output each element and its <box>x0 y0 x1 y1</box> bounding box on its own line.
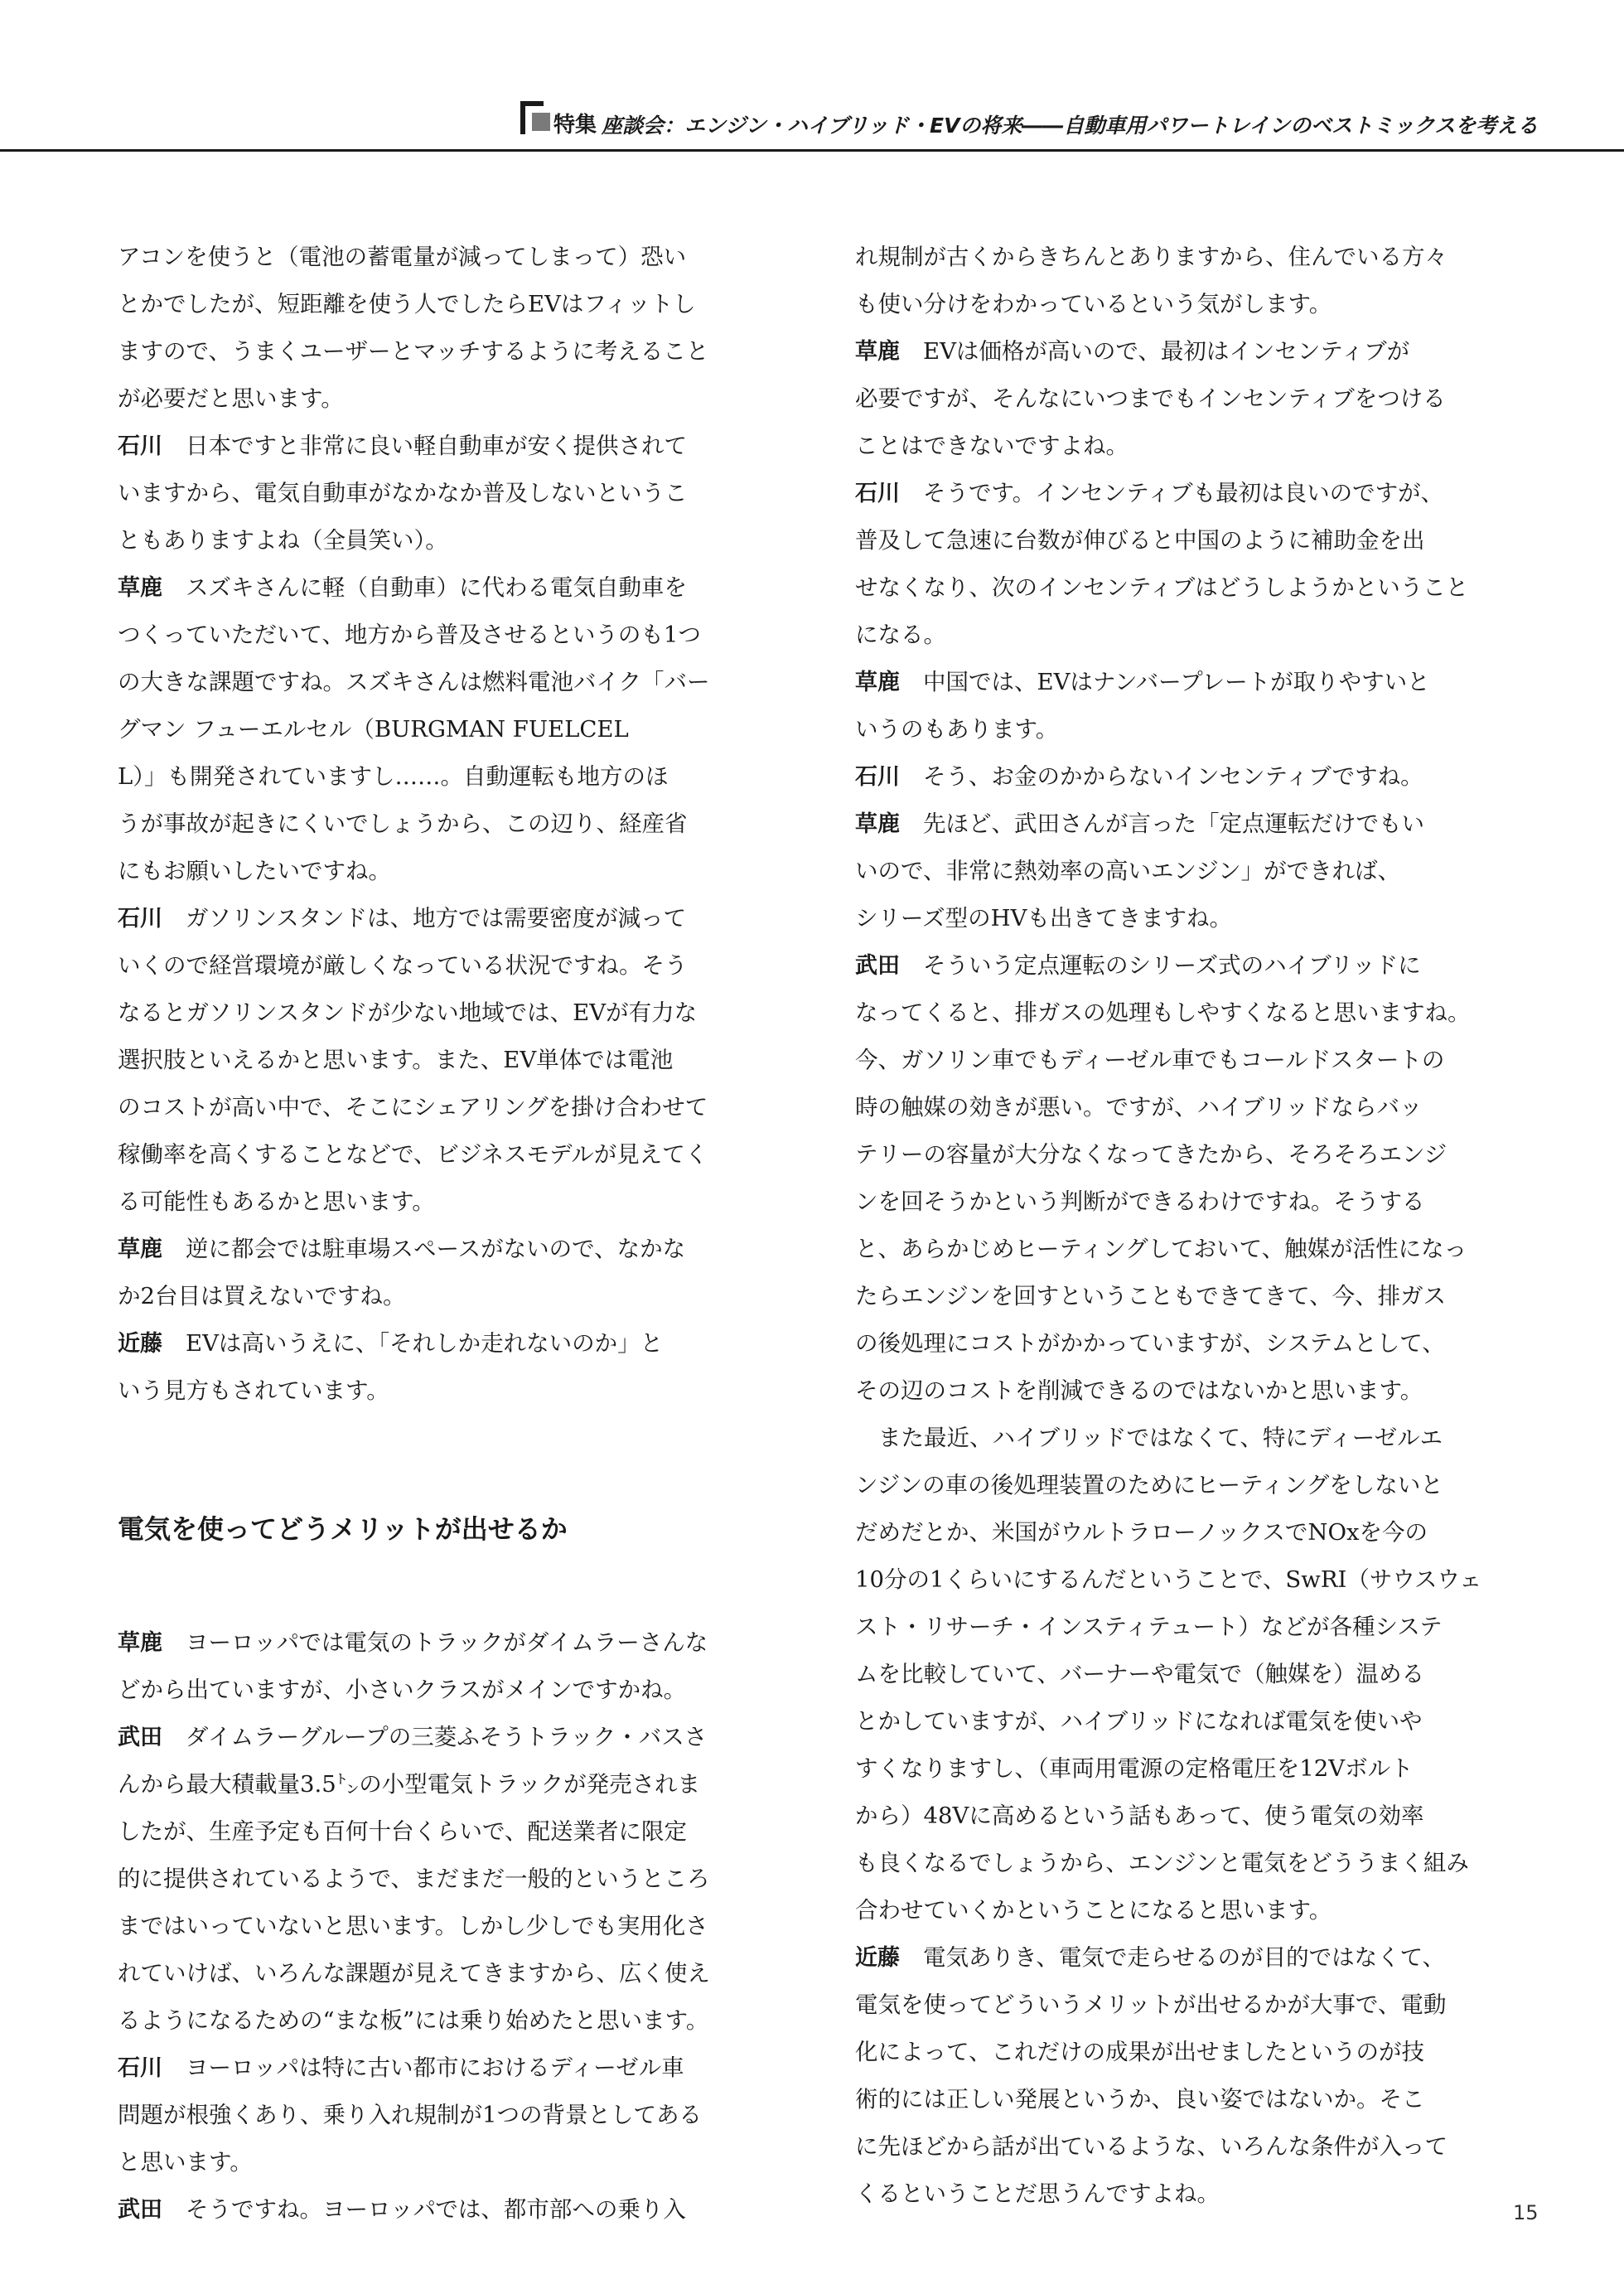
line-text: 問題が根強くあり、乗り入れ規制が1つの背景としてある <box>118 2102 702 2128</box>
text-line <box>118 612 772 659</box>
line-text: も良くなるでしょうから、エンジンと電気をどううまく組み <box>855 1850 1469 1876</box>
text-line <box>855 1367 1510 1415</box>
line-text: が必要だと思います。 <box>118 385 344 412</box>
line-text: スト・リサーチ・インスティテュート）などが各種システ <box>855 1614 1443 1640</box>
text-line <box>118 517 772 564</box>
text-line <box>118 1037 772 1084</box>
line-text: いので、非常に熱効率の高いエンジン」ができれば、 <box>855 858 1401 884</box>
text-line <box>118 1856 772 1903</box>
line-text: ムを比較していて、バーナーや電気で（触媒を）温める <box>855 1661 1424 1687</box>
line-text: に先ほどから話が出ているような、いろんな条件が入って <box>855 2133 1448 2160</box>
text-line <box>855 659 1510 706</box>
text-line <box>855 848 1510 895</box>
speaker-name: 石川 <box>855 764 900 790</box>
line-text: なるとガソリンスタンドが少ない地域では、EVが有力な <box>118 999 698 1026</box>
speaker-name: 石川 <box>118 906 162 932</box>
text-line <box>118 753 772 801</box>
header-title: 座談会：エンジン・ハイブリッド・EVの将来――自動車用パワートレインのベストミックスを考える <box>602 114 1539 138</box>
text-line <box>855 1556 1510 1604</box>
text-line <box>118 281 772 328</box>
text-line <box>855 942 1510 990</box>
text-line <box>855 706 1510 753</box>
text-line <box>855 1604 1510 1651</box>
text-line <box>118 801 772 848</box>
text-line <box>855 517 1510 564</box>
line-text: そう、お金のかからないインセンティブですね。 <box>923 763 1423 790</box>
text-line <box>855 423 1510 470</box>
line-text: のコストが高い中で、そこにシェアリングを掛け合わせて <box>118 1094 708 1120</box>
text-line <box>118 1084 772 1131</box>
left-block-2 <box>118 1619 772 2234</box>
speaker-name: 草鹿 <box>855 811 900 837</box>
header-rule <box>0 149 1624 152</box>
line-text: まではいっていないと思います。しかし少しでも実用化さ <box>118 1913 708 1939</box>
text-line <box>118 1131 772 1178</box>
text-line <box>118 2139 772 2186</box>
line-text: 選択肢といえるかと思います。また、EV単体では電池 <box>118 1047 674 1073</box>
speaker-name: 草鹿 <box>118 1237 162 1262</box>
text-line <box>855 1934 1510 1982</box>
text-line <box>855 1509 1510 1556</box>
speaker-name: 武田 <box>855 953 900 979</box>
text-line <box>118 942 772 990</box>
text-line <box>118 2092 772 2139</box>
line-text: ことはできないですよね。 <box>855 433 1129 459</box>
text-line <box>855 1178 1510 1226</box>
text-line <box>855 2171 1510 2218</box>
text-line <box>855 1698 1510 1745</box>
line-text: いますから、電気自動車がなかなか普及しないというこ <box>118 480 688 506</box>
line-text: いう見方もされています。 <box>118 1377 389 1404</box>
line-text: 電気を使ってどういうメリットが出せるかが大事で、電動 <box>855 1992 1447 2018</box>
line-text: 日本ですと非常に良い軽自動車が安く提供されて <box>186 433 687 459</box>
text-line <box>855 375 1510 423</box>
line-text: 先ほど、武田さんが言った「定点運転だけでもい <box>923 811 1424 837</box>
line-text: か2台目は買えないですね。 <box>118 1283 406 1309</box>
page-number: 15 <box>1513 2201 1539 2224</box>
line-text: 中国では、EVはナンバープレートが取りやすいと <box>923 669 1430 695</box>
line-text: そうですね。ヨーロッパでは、都市部への乗り入 <box>186 2196 686 2223</box>
line-text: その辺のコストを削減できるのではないかと思います。 <box>855 1377 1423 1404</box>
text-line <box>118 1226 772 1273</box>
text-line <box>855 234 1510 281</box>
text-line <box>118 848 772 895</box>
line-text: ンジンの車の後処理装置のためにヒーティングをしないと <box>855 1472 1443 1498</box>
text-line <box>855 1226 1510 1273</box>
line-text: ヨーロッパは特に古い都市におけるディーゼル車 <box>186 2054 684 2081</box>
line-text: 必要ですが、そんなにいつまでもインセンティブをつける <box>855 385 1446 412</box>
text-line <box>118 1667 772 1714</box>
text-line <box>118 706 772 753</box>
line-text: 普及して急速に台数が伸びると中国のように補助金を出 <box>855 527 1425 554</box>
text-line <box>855 564 1510 612</box>
text-line <box>855 1462 1510 1509</box>
text-line <box>855 753 1510 801</box>
text-line <box>855 2076 1510 2123</box>
left-column <box>118 234 772 2234</box>
line-text: また最近、ハイブリッドではなくて、特にディーゼルエ <box>878 1425 1443 1451</box>
text-line <box>855 1651 1510 1698</box>
line-text: と、あらかじめヒーティングしておいて、触媒が活性になっ <box>855 1236 1467 1262</box>
text-line <box>855 1084 1510 1131</box>
line-text: とかしていますが、ハイブリッドになれば電気を使いや <box>855 1708 1423 1735</box>
line-text: ますので、うまくユーザーとマッチするように考えること <box>118 338 709 365</box>
line-text: にもお願いしたいですね。 <box>118 858 391 884</box>
line-text: ンを回そうかという判断ができるわけですね。そうする <box>855 1188 1425 1215</box>
speaker-name: 石川 <box>118 2055 162 2081</box>
text-line <box>118 423 772 470</box>
line-text: そうです。インセンティブも最初は良いのですが、 <box>923 480 1444 506</box>
line-text: 逆に都会では駐車場スペースがないので、なかな <box>186 1236 686 1262</box>
line-text: 化によって、これだけの成果が出せましたというのが技 <box>855 2039 1424 2065</box>
text-line <box>855 895 1510 942</box>
line-text: の大きな課題ですね。スズキさんは燃料電池バイク「バー <box>118 669 710 695</box>
line-text: すくなりますし、（車両用電源の定格電圧を12Vボルト <box>855 1755 1414 1782</box>
speaker-name: 武田 <box>118 2197 162 2223</box>
text-line <box>118 470 772 517</box>
speaker-name: 石川 <box>118 433 162 459</box>
speaker-name: 武田 <box>118 1725 162 1750</box>
text-line <box>118 2186 772 2234</box>
text-line <box>855 2123 1510 2171</box>
line-text: とかでしたが、短距離を使う人でしたらEVはフィットし <box>118 291 696 317</box>
line-text: アコンを使うと（電池の蓄電量が減ってしまって）恐い <box>118 244 687 270</box>
text-line <box>118 1950 772 1997</box>
speaker-name: 草鹿 <box>855 339 900 365</box>
line-text: ガソリンスタンドは、地方では需要密度が減って <box>186 905 687 932</box>
text-line <box>118 328 772 375</box>
line-text: れ規制が古くからきちんとありますから、住んでいる方々 <box>855 244 1448 270</box>
line-text: なってくると、排ガスの処理もしやすくなると思いますね。 <box>855 999 1471 1026</box>
right-column <box>855 234 1510 2218</box>
line-text: いくので経営環境が厳しくなっている状況ですね。そう <box>118 952 688 979</box>
line-text: EVは価格が高いので、最初はインセンティブが <box>923 338 1410 365</box>
text-line <box>118 234 772 281</box>
text-line <box>118 895 772 942</box>
speaker-name: 近藤 <box>118 1331 162 1357</box>
line-text: グマン フューエルセル（BURGMAN FUELCEL <box>118 716 629 743</box>
line-text: ダイムラーグループの三菱ふそうトラック・バスさ <box>186 1724 708 1750</box>
line-text: と思います。 <box>118 2149 253 2175</box>
line-text: る可能性もあるかと思います。 <box>118 1188 435 1215</box>
speaker-name: 草鹿 <box>855 670 900 695</box>
line-text: も使い分けをわかっているという気がします。 <box>855 291 1332 317</box>
text-line <box>855 612 1510 659</box>
text-line <box>855 990 1510 1037</box>
line-text: テリーの容量が大分なくなってきたから、そろそろエンジ <box>855 1141 1448 1168</box>
line-text: から）48Vに高めるという話もあって、使う電気の効率 <box>855 1803 1424 1829</box>
text-line <box>118 1903 772 1950</box>
line-text: EVは高いうえに、「それしか走れないのか」と <box>186 1330 664 1357</box>
text-line <box>118 1178 772 1226</box>
line-text: せなくなり、次のインセンティブはどうしようかということ <box>855 574 1469 601</box>
text-line <box>118 1273 772 1320</box>
text-line <box>118 1320 772 1367</box>
left-block-1 <box>118 234 772 1415</box>
line-text: どから出ていますが、小さいクラスがメインですかね。 <box>118 1677 687 1703</box>
line-text: スズキさんに軽（自動車）に代わる電気自動車を <box>186 574 687 601</box>
text-line <box>855 328 1510 375</box>
text-line <box>855 1982 1510 2029</box>
text-line <box>855 1745 1510 1793</box>
line-text: したが、生産予定も百何十台くらいで、配送業者に限定 <box>118 1818 687 1845</box>
text-line <box>118 659 772 706</box>
line-text: 時の触媒の効きが悪い。ですが、ハイブリッドならバッ <box>855 1094 1423 1120</box>
text-line <box>855 281 1510 328</box>
text-line <box>118 1808 772 1856</box>
line-text: 今、ガソリン車でもディーゼル車でもコールドスタートの <box>855 1047 1445 1073</box>
line-text: ヨーロッパでは電気のトラックがダイムラーさんな <box>186 1629 708 1656</box>
line-text: くるということだ思うんですよね。 <box>855 2180 1220 2207</box>
text-line <box>855 1273 1510 1320</box>
page-header <box>0 99 1624 157</box>
text-line <box>118 1761 772 1808</box>
speaker-name: 草鹿 <box>118 1630 162 1656</box>
text-line <box>855 470 1510 517</box>
text-line <box>118 1997 772 2045</box>
line-text: れていけば、いろんな課題が見えてきますから、広く使え <box>118 1960 710 1987</box>
text-line <box>118 1619 772 1667</box>
line-text: 術的には正しい発展というか、良い姿ではないか。そこ <box>855 2086 1425 2113</box>
line-text: の後処理にコストがかかっていますが、システムとして、 <box>855 1330 1445 1357</box>
text-line <box>855 801 1510 848</box>
line-text: L）」も開発されていますし……。自動運転も地方のほ <box>118 763 669 790</box>
line-text: つくっていただいて、地方から普及させるというのも1つ <box>118 622 701 648</box>
text-line <box>855 1840 1510 1887</box>
line-text: うが事故が起きにくいでしょうから、この辺り、経産省 <box>118 811 688 837</box>
line-text: たらエンジンを回すということもできてきて、今、排ガス <box>855 1283 1447 1309</box>
line-text: 電気ありき、電気で走らせるのが目的ではなくて、 <box>923 1944 1446 1971</box>
text-line <box>118 1714 772 1761</box>
line-text: シリーズ型のHVも出きてきますね。 <box>855 905 1232 932</box>
header-label: 特集 <box>553 113 597 138</box>
line-text: ともありますよね（全員笑い）。 <box>118 527 448 554</box>
line-text: そういう定点運転のシリーズ式のハイブリッドに <box>923 952 1421 979</box>
text-line <box>855 1037 1510 1084</box>
speaker-name: 草鹿 <box>118 575 162 601</box>
line-text: 的に提供されているようで、まだまだ一般的というところ <box>118 1866 710 1892</box>
text-line <box>118 1367 772 1415</box>
speaker-name: 近藤 <box>855 1945 900 1971</box>
line-text: 10分の1くらいにするんだということで、SwRI（サウスウェ <box>855 1566 1482 1593</box>
line-text: になる。 <box>855 622 946 648</box>
text-line <box>855 1131 1510 1178</box>
line-text: だめだとか、米国がウルトラローノックスでNOxを今の <box>855 1519 1428 1546</box>
text-line <box>855 1320 1510 1367</box>
line-text: るようになるための“まな板”には乗り始めたと思います。 <box>118 2007 709 2034</box>
text-line <box>118 375 772 423</box>
text-line <box>855 1415 1510 1462</box>
line-text: いうのもあります。 <box>855 716 1059 743</box>
line-text: 稼働率を高くすることなどで、ビジネスモデルが見えてく <box>118 1141 708 1168</box>
text-line <box>855 2029 1510 2076</box>
text-line <box>855 1887 1510 1934</box>
text-line <box>118 2045 772 2092</box>
line-text: 合わせていくかということになると思います。 <box>855 1897 1332 1924</box>
feature-mark-icon <box>520 101 549 134</box>
text-line <box>855 1793 1510 1840</box>
line-text: んから最大積載量3.5㌧の小型電気トラックが発売されま <box>118 1771 701 1798</box>
speaker-name: 石川 <box>855 481 900 506</box>
text-line <box>118 990 772 1037</box>
text-line <box>118 564 772 612</box>
section-heading: 電気を使ってどうメリットが出せるか <box>118 1513 568 1545</box>
